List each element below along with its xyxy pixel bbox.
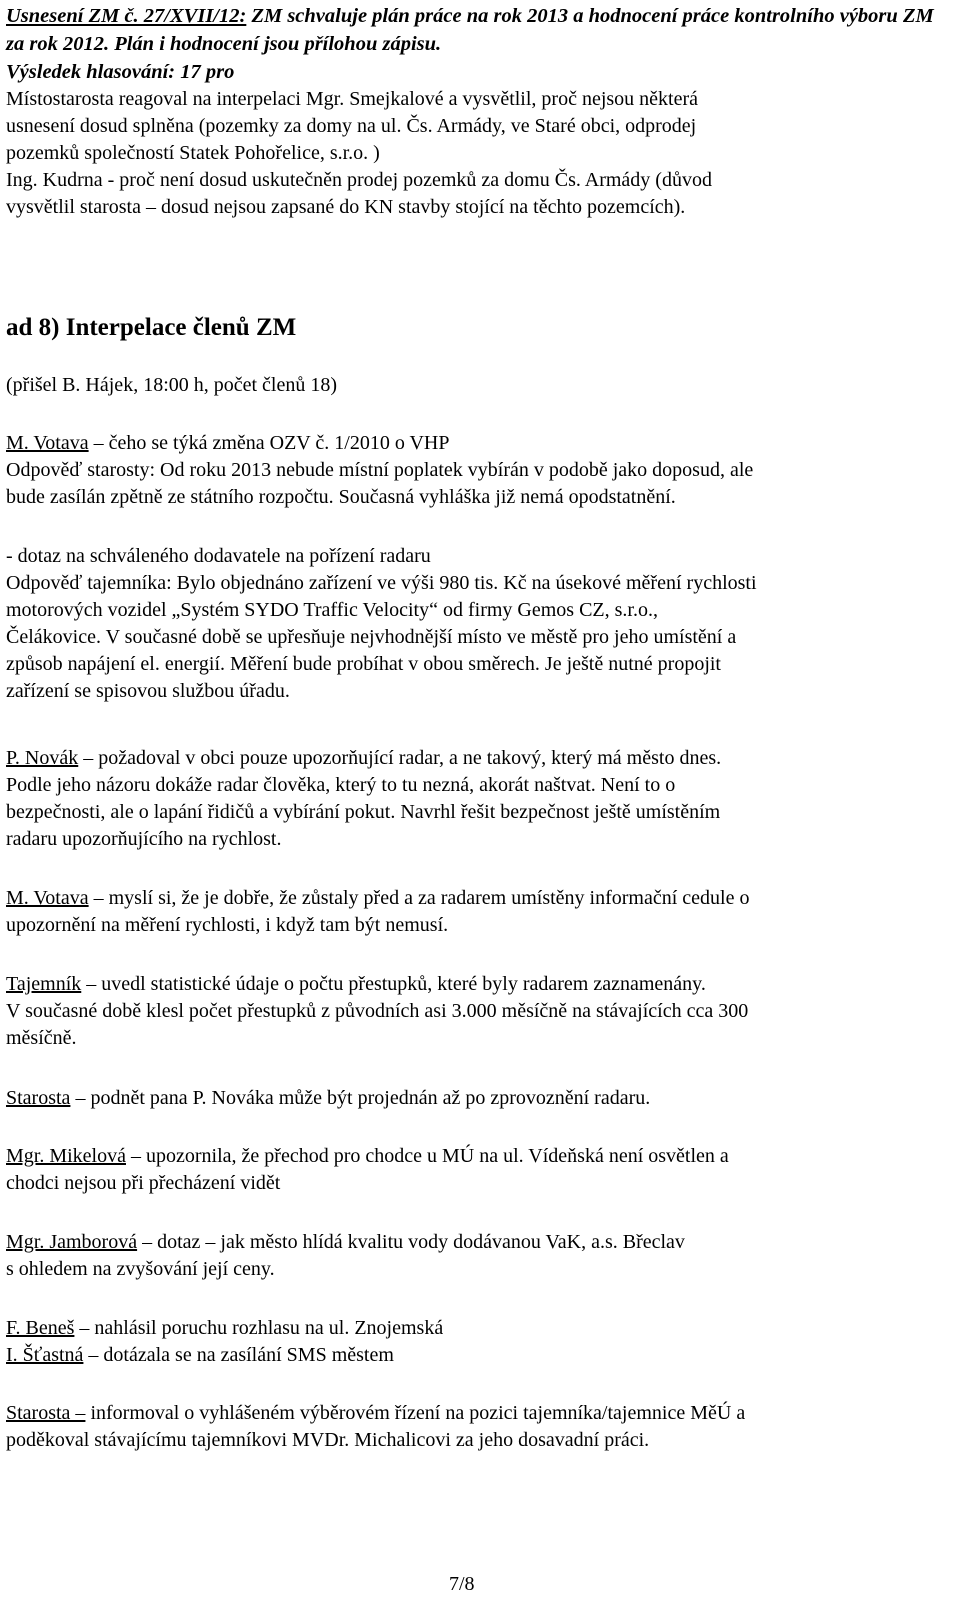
speaker-name: Mgr. Mikelová — [6, 1145, 126, 1167]
speaker-name: Tajemník — [6, 973, 82, 995]
paragraph-tajemnik: Tajemník – uvedl statistické údaje o počtu přestupků, které byly radarem zaznamenány. V současné době klesl počet přestupků z původních asi 3.000 měsíčně na stávajících cca 300 měsíčně. — [6, 973, 749, 1049]
speaker-name: P. Novák — [6, 747, 79, 769]
speaker-name: I. Šťastná — [6, 1344, 84, 1366]
paragraph-novak: P. Novák – požadoval v obci pouze upozorňující radar, a ne takový, který má město dnes. Podle jeho názoru dokáže radar člověka, který to tu nezná, akorát naštvat. Není to o bezpečnosti, ale o lapání řidičů a vybírání pokut. Navrhl řešit bezpečnost ještě umístěním radaru upozorňujícího na rychlost. — [6, 747, 722, 850]
resolution-block — [6, 2, 946, 86]
speaker-name: M. Votava — [6, 432, 89, 454]
paragraph-interpelace: Místostarosta reagoval na interpelaci Mgr. Smejkalové a vysvětlil, proč nejsou některá usnesení dosud splněna (pozemky za domy na ul. Čs. Armády, ve Staré obci, odprodej pozemků společností Statek Pohořelice, s.r.o. ) Ing. Kudrna - proč není dosud uskutečněn prodej pozemků za domu Čs. Armády (důvod vysvětlil starosta – dosud nejsou zapsané do KN stavby stojící na těchto pozemcích). — [6, 88, 712, 218]
speaker-name: F. Beneš — [6, 1317, 75, 1339]
resolution-text: Usnesení ZM č. 27/XVII/12: ZM schvaluje plán práce na rok 2013 a hodnocení práce kontrolního výboru ZM za rok 2012. Plán i hodnocení jsou přílohou zápisu. — [6, 5, 934, 55]
page-number: 7/8 — [449, 1573, 475, 1595]
paragraph-jamborova: Mgr. Jamborová – dotaz – jak město hlídá kvalitu vody dodávanou VaK, a.s. Břeclav s ohledem na zvyšování její ceny. — [6, 1231, 685, 1280]
paragraph-benes-stastna: F. Beneš – nahlásil poruchu rozhlasu na ul. Znojemská I. Šťastná – dotázala se na zasílání SMS městem — [6, 1317, 444, 1366]
paragraph-starosta-tajemnik: Starosta – informoval o vyhlášeném výběrovém řízení na pozici tajemníka/tajemnice MěÚ a poděkoval stávajícímu tajemníkovi MVDr. Michalicovi za jeho dosavadní práci. — [6, 1402, 746, 1451]
speaker-name: Starosta – — [6, 1402, 86, 1424]
resolution-label: Usnesení ZM č. 27/XVII/12: — [6, 5, 247, 27]
resolution-vote: Výsledek hlasování: 17 pro — [6, 61, 235, 83]
speaker-name: M. Votava — [6, 887, 89, 909]
section-heading: ad 8) Interpelace členů ZM — [6, 314, 297, 341]
paragraph-radar: - dotaz na schváleného dodavatele na pořízení radaru Odpověď tajemníka: Bylo objednáno zařízení ve výši 980 tis. Kč na úsekové měření rychlosti motorových vozidel „Systém SYDO Traffic Velocity“ od firmy Gemos CZ, s.r.o., Čelákovice. V současné době se upřesňuje nejvhodnější místo ve městě pro jeho umístění a způsob napájení el. energií. Měření bude probíhat v obou směrech. Je ještě nutné propojit zařízení se spisovou službou úřadu. — [6, 545, 757, 702]
arrival-note: (přišel B. Hájek, 18:00 h, počet členů 18) — [6, 374, 338, 396]
paragraph-votava-cedule: M. Votava – myslí si, že je dobře, že zůstaly před a za radarem umístěny informační cedule o upozornění na měření rychlosti, i když tam být nemusí. — [6, 887, 750, 936]
paragraph-mikelova: Mgr. Mikelová – upozornila, že přechod pro chodce u MÚ na ul. Vídeňská není osvětlen a chodci nejsou při přecházení vidět — [6, 1145, 729, 1194]
paragraph-votava-ozv: M. Votava – čeho se týká změna OZV č. 1/2010 o VHP Odpověď starosty: Od roku 2013 nebude místní poplatek vybírán v podobě jako doposud, ale bude zasílán zpětně ze státního rozpočtu. Současná vyhláška již nemá opodstatnění. — [6, 432, 754, 508]
paragraph-starosta-novak: Starosta – podnět pana P. Nováka může být projednán až po zprovoznění radaru. — [6, 1087, 651, 1109]
speaker-name: Mgr. Jamborová — [6, 1231, 138, 1253]
speaker-name: Starosta — [6, 1087, 71, 1109]
